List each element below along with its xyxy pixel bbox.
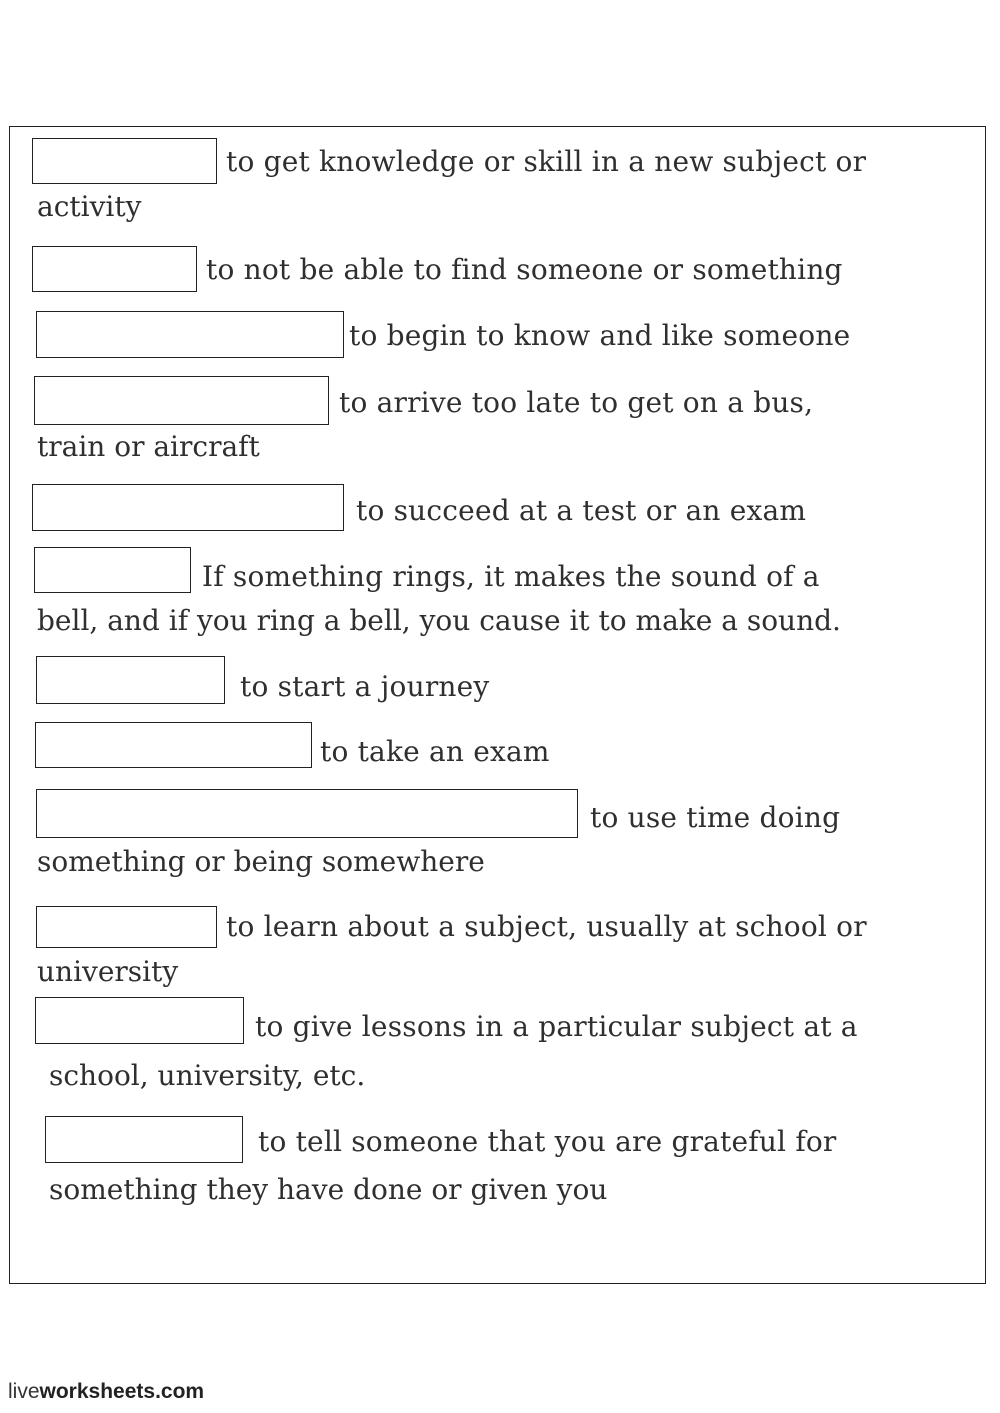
answer-box-12[interactable] [45, 1116, 243, 1163]
answer-box-4[interactable] [34, 376, 329, 425]
answer-box-2[interactable] [32, 246, 197, 292]
definition-4-cont: train or aircraft [37, 430, 260, 463]
definition-8: to take an exam [320, 735, 550, 768]
answer-box-1[interactable] [32, 138, 217, 184]
definition-11: to give lessons in a particular subject at a [255, 1010, 858, 1043]
liveworksheets-logo[interactable] [8, 1380, 204, 1404]
definition-6: If something rings, it makes the sound of a [202, 560, 820, 593]
definition-7: to start a journey [240, 670, 490, 703]
definition-12: to tell someone that you are grateful for [258, 1125, 837, 1158]
worksheet-frame [9, 126, 986, 1284]
definition-1-cont: activity [37, 190, 142, 223]
definition-4: to arrive too late to get on a bus, [339, 386, 814, 419]
answer-box-7[interactable] [36, 656, 225, 704]
answer-box-9[interactable] [36, 789, 578, 838]
definition-6-cont: bell, and if you ring a bell, you cause it to make a sound. [37, 604, 841, 637]
definition-10-cont: university [37, 955, 179, 988]
definition-12-cont: something they have done or given you [49, 1173, 608, 1206]
definition-11-cont: school, university, etc. [49, 1059, 366, 1092]
definition-3: to begin to know and like someone [349, 319, 851, 352]
answer-box-10[interactable] [36, 906, 217, 948]
answer-box-3[interactable] [36, 311, 344, 358]
definition-9: to use time doing [590, 801, 841, 834]
answer-box-8[interactable] [35, 722, 312, 768]
definition-1: to get knowledge or skill in a new subject or [226, 145, 867, 178]
answer-box-6[interactable] [34, 547, 191, 593]
definition-2: to not be able to find someone or something [206, 253, 843, 286]
definition-5: to succeed at a test or an exam [356, 494, 807, 527]
answer-box-5[interactable] [32, 484, 344, 531]
definition-10: to learn about a subject, usually at school or [226, 910, 867, 943]
logo-light-text: live [8, 1380, 40, 1403]
answer-box-11[interactable] [35, 997, 244, 1044]
logo-bold-text: worksheets.com [39, 1380, 205, 1403]
definition-9-cont: something or being somewhere [37, 845, 485, 878]
